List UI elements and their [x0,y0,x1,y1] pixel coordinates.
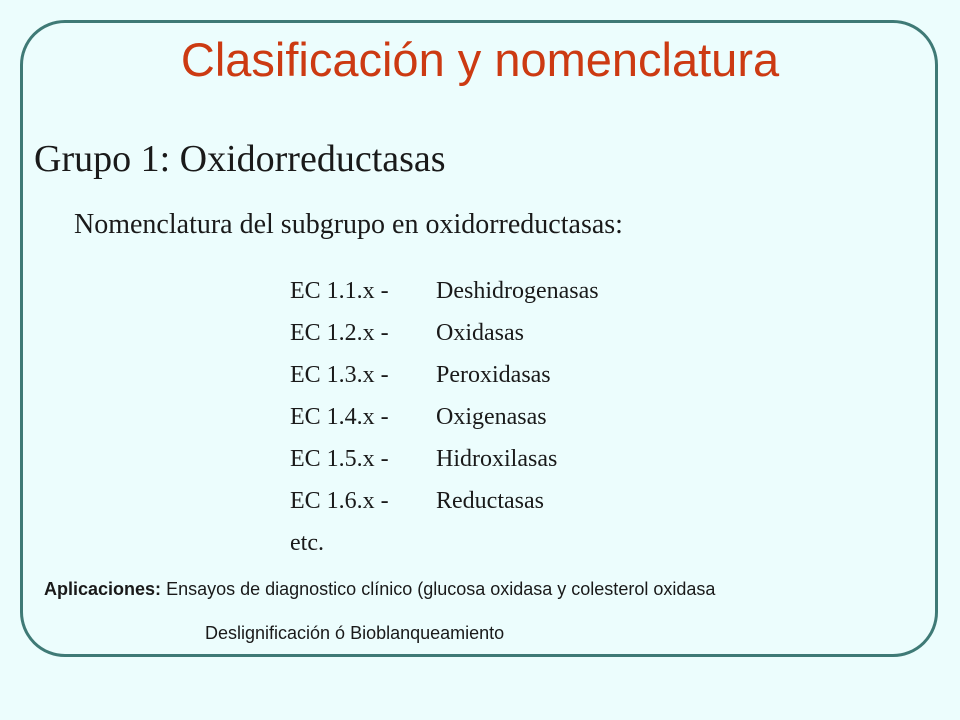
ec-entry [290,445,599,487]
ec-name: Oxigenasas [436,404,547,430]
ec-name: Hidroxilasas [436,446,558,472]
subgroup-heading: Nomenclatura del subgrupo en oxidorreductasas: [74,209,623,240]
slide-title: Clasificación y nomenclatura [180,33,780,86]
ec-name: Oxidasas [436,320,524,346]
ec-code: EC 1.2.x - [290,320,389,346]
ec-code: EC 1.1.x - [290,278,389,304]
applications-line-1 [44,579,715,601]
group-heading: Grupo 1: Oxidorreductasas [34,138,446,180]
ec-entry [290,403,599,445]
ec-list [290,277,599,571]
ec-code: EC 1.5.x - [290,446,389,472]
ec-name: Peroxidasas [436,362,551,388]
ec-entry [290,487,599,529]
ec-code: EC 1.4.x - [290,404,389,430]
ec-entry [290,361,599,403]
ec-name: Reductasas [436,488,544,514]
ec-code: EC 1.3.x - [290,362,389,388]
ec-etc: etc. [290,530,324,556]
ec-code: EC 1.6.x - [290,488,389,514]
applications-text-1: Ensayos de diagnostico clínico (glucosa oxidasa y colesterol oxidasa [166,579,716,599]
applications-text-2: Deslignificación ó Bioblanqueamiento [205,623,505,643]
applications-label: Aplicaciones: [44,579,162,599]
ec-entry [290,319,599,361]
ec-name: Deshidrogenasas [436,278,599,304]
ec-entry [290,277,599,319]
